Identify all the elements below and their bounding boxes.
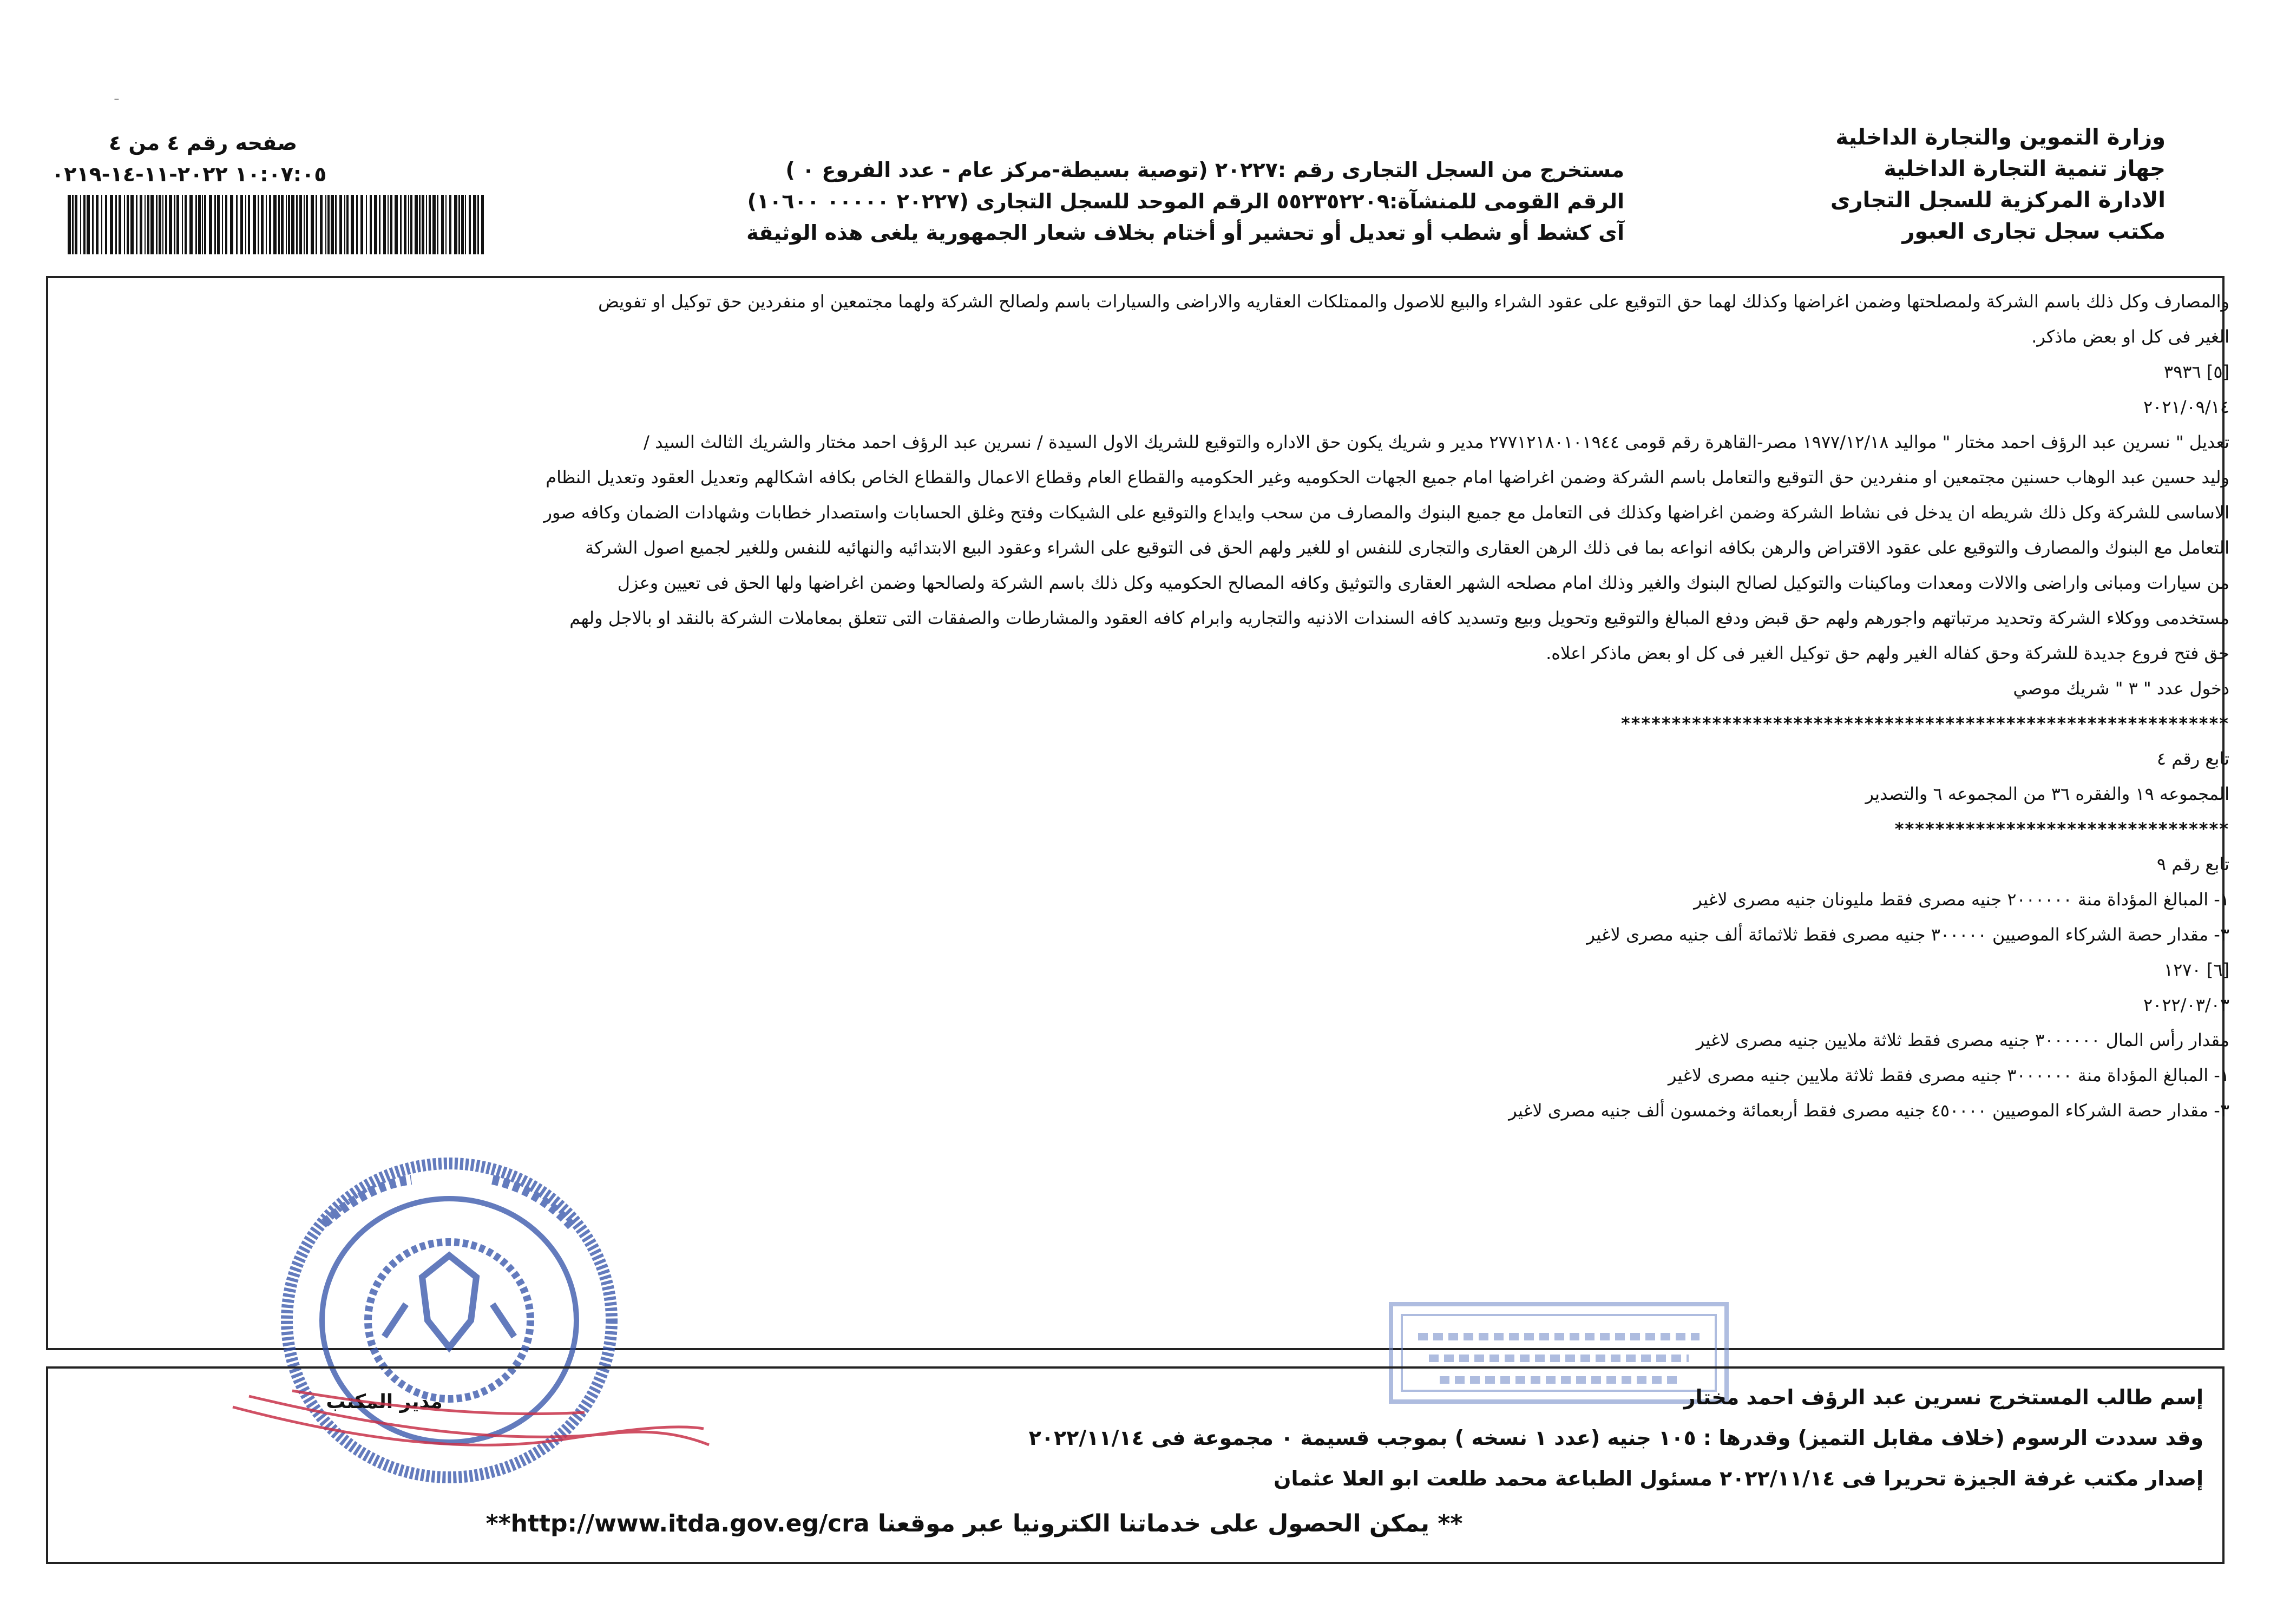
barcode-bar [159,195,161,254]
barcode-bar [351,195,354,254]
barcode-bar [477,195,479,254]
barcode-bar [72,195,74,254]
tamper-warning: آى كشط أو شطب أو تعديل أو تحشير أو أختام بخلاف شعار الجمهورية يلغى هذه الوثيقة [746,221,1624,245]
barcode-bar [360,195,363,254]
barcode-bar [410,195,412,254]
issue-line: إصدار مكتب غرفة الجيزة تحريرا فى ٢٠٢٢/١١/١٤ مسئول الطباعة محمد طلعت ابو العلا عثمان [1274,1467,2203,1490]
barcode-bar [204,195,206,254]
barcode-bar [400,195,402,254]
entry-line: [٦] ١٢٧٠ [2163,959,2229,980]
barcode-bar [288,195,290,254]
barcode-bar [291,195,294,254]
barcode-bar [105,195,107,254]
national-ids: الرقم القومى للمنشآة:٥٥٢٣٥٢٢٠٩ الرقم الموحد للسجل التجارى (٢٠٢٢٧ ٠٠٠٠٠ ١٠٦٠٠) [747,189,1624,213]
entry-line: وليد حسين عبد الوهاب حسنين مجتمعين او منفردين حق التوقيع والتعامل باسم الشركة وضمن اغراضها امام جميع الجهات الحكوميه وغير الحكوميه والقطاع العام وقطاع الاعمال والقطاع الخاص بكافه اشكالهم وتعديل العقود وتعديل النظام [546,467,2229,488]
barcode-bar [311,195,314,254]
barcode-bar [248,195,250,254]
barcode-bar [273,195,277,254]
barcode-bar [217,195,220,254]
barcode-bar [395,195,398,254]
barcode-bar [422,195,424,254]
barcode-bar [415,195,418,254]
entry-line: تابع رقم ٩ [2156,854,2229,875]
barcode-bar [165,195,167,254]
barcode-bar [419,195,421,254]
barcode-bar [325,195,326,254]
header-ministry-block [1678,122,2166,247]
barcode-bar [281,195,284,254]
fees-line: وقد سددت الرسوم (خلاف مقابل التميز) وقدرها : ١٠٥ جنيه (عدد ١ نسخه ) بموجب قسيمة ٠ مجموعة فى ٢٠٢٢/١١/١٤ [1028,1426,2203,1450]
barcode-bar [240,195,243,254]
barcode-bar [458,195,460,254]
entry-line: التعامل مع البنوك والمصارف والتوقيع على عقود الاقتراض والرهن بكافه انواعه بما فى ذلك الرهن العقارى والتجارى للنفس او للغير ولهم الحق فى التوقيع على الشراء وعقود البيع الابتدائيه والنهائيه للنفس وللغير لجميع اصول الشركة [585,537,2229,558]
barcode-bar [189,195,193,254]
entry-line: الاساسى للشركة وكل ذلك شريطه ان يدخل فى نشاط الشركة وضمن اغراضها وكذلك فى التعامل مع جميع البنوك والمصارف من سحب وايداع والتوقيع على الشيكات وفتح وغلق الحسابات واستصدار خطابات وشهادات الضمان وكافه صور [543,502,2229,523]
entry-line: والمصارف وكل ذلك باسم الشركة ولمصلحتها وضمن اغراضها وكذلك لهما حق التوقيع على عقود الشراء والبيع للاصول والممتلكات العقاريه والاراضى والسيارات باسم ولصالح الشركة ولهما مجتمعين او منفردين حق توكيل او تفويض [598,291,2229,312]
entry-line: من سيارات ومبانى واراضى والالات ومعدات وماكينات والتوكيل لصالح البنوك والغير وذلك امام مصلحه الشهر العقارى والتوثيق وكافه المصالح الحكوميه وكل ذلك باسم الشركة ولصالحها وضمن اغراضها ولها الحق فى تعيين وعزل [617,573,2229,593]
agency-name: جهاز تنمية التجارة الداخلية [1884,156,2166,181]
barcode-bar [245,195,246,254]
barcode-bar [101,195,102,254]
header-page-info [51,127,539,190]
barcode-bar [469,195,471,254]
barcode-bar [130,195,134,254]
register-entries [102,284,2229,1128]
barcode-bar [156,195,158,254]
barcode-bar [230,195,233,254]
barcode-bar [68,195,71,254]
barcode-bar [346,195,349,254]
barcode-bar [198,195,201,254]
entry-line: تعديل " نسرين عبد الرؤف احمد مختار " مواليد ١٩٧٧/١٢/١٨ مصر-القاهرة رقم قومى ٢٧٧١٢١٨٠١٠١٩٤٤ مدير و شريك يكون حق الاداره والتوقيع للشريك الاول السيدة / نسرين عبد الرؤف احمد مختار والشريك الثالث السيد / [644,432,2229,452]
barcode-bar [222,195,223,254]
barcode-bar [327,195,330,254]
scan-mark: - [114,89,120,108]
barcode-bar [110,195,113,254]
signature-icon [227,1375,714,1461]
barcode-bar [473,195,476,254]
barcode-bar [441,195,444,254]
office-name: مكتب سجل تجارى العبور [1902,219,2166,244]
barcode-bar [150,195,154,254]
barcode-bar [465,195,466,254]
ministry-name: وزارة التموين والتجارة الداخلية [1835,125,2166,150]
barcode-bar [339,195,342,254]
barcode-bar [182,195,183,254]
central-admin-name: الادارة المركزية للسجل التجارى [1830,188,2166,213]
entry-line: مستخدمى ووكلاء الشركة وتحديد مرتباتهم واجورهم ولهم حق قبض ودفع المبالغ والتوقيع وتحويل وبيع وتسديد كافه السندات الاذنيه والتجاريه وابرام كافه العقود والمشارطات والصفقات التى تتعلق بمعاملات الشركة بالنقد او بالاجل ولهم [569,608,2229,628]
barcode-bar [335,195,337,254]
barcode-bar [331,195,334,254]
barcode-bar [136,195,137,254]
entry-line: [٥] ٣٩٣٦ [2163,361,2229,382]
entry-line: تابع رقم ٤ [2156,748,2229,769]
entry-line: مقدار رأس المال ٣٠٠٠٠٠٠ جنيه مصرى فقط ثلاثة ملايين جنيه مصرى لاغير [1696,1030,2229,1050]
barcode-bar [370,195,372,254]
barcode-bar [481,195,484,254]
barcode-bar [266,195,267,254]
entry-line: حق فتح فروع جديدة للشركة وحق كفاله الغير ولهم حق توكيل الغير فى كل او بعض ماذكر اعلاه. [1546,643,2229,663]
header-title-block [542,154,1624,248]
barcode-bar [261,195,264,254]
entry-line: ٢٠٢٢/٠٣/٠٣ [2143,995,2229,1015]
barcode-bar [383,195,386,254]
separator-stars: ********************************* [1894,819,2229,839]
barcode-bar [278,195,280,254]
barcode-bar [366,195,367,254]
barcode-bar [306,195,308,254]
barcode-image [68,195,490,254]
entry-line: المجموعه ١٩ والفقره ٣٦ من المجموعه ٦ والتصدير [1865,784,2229,804]
print-timestamp: ١٠:٠٧:٠٥ ٢٠٢٢-١١-١٤-٠٢١٩ [51,162,327,186]
barcode-bar [176,195,179,254]
barcode-bar [299,195,302,254]
barcode-bar [127,195,129,254]
entry-line: ٣- مقدار حصة الشركاء الموصيين ٤٥٠٠٠٠ جنيه مصرى فقط أربعمائة وخمسون ألف جنيه مصرى لاغير [1508,1100,2229,1121]
office-manager-label: مدير المكتب [326,1391,443,1413]
barcode-bar [404,195,406,254]
separator-stars: ************************************************************ [1620,713,2229,734]
barcode-bar [214,195,216,254]
barcode-bar [169,195,172,254]
barcode-bar [96,195,99,254]
barcode-bar [429,195,431,254]
barcode-bar [145,195,146,254]
barcode-bar [454,195,457,254]
entry-line: ٢٠٢١/٠٩/١٤ [2143,397,2229,417]
barcode-bar [445,195,447,254]
barcode-bar [316,195,317,254]
applicant-line: إسم طالب المستخرج نسرين عبد الرؤف احمد مختار [1683,1385,2203,1409]
barcode-bar [258,195,259,254]
barcode-bar [320,195,323,254]
barcode-bar [390,195,392,254]
barcode-bar [92,195,94,254]
barcode-bar [147,195,149,254]
barcode-bar [374,195,377,254]
barcode-bar [75,195,77,254]
entry-line: دخول عدد " ٣ " شريك موصي [2013,678,2229,699]
barcode-bar [225,195,227,254]
barcode-bar [80,195,81,254]
barcode-bar [174,195,175,254]
barcode-bar [388,195,389,254]
barcode-bar [253,195,256,254]
barcode-bar [119,195,121,254]
barcode-bar [202,195,203,254]
entry-line: ١- المبالغ المؤداة منة ٢٠٠٠٠٠٠ جنيه مصرى فقط مليونان جنيه مصرى لاغير [1694,889,2229,910]
barcode-bar [185,195,187,254]
barcode-bar [209,195,212,254]
barcode-bar [286,195,287,254]
page-number: صفحه رقم ٤ من ٤ [108,131,298,155]
website-text: ** يمكن الحصول على خدماتنا الكترونيا عبر موقعنا http://www.itda.gov.eg/cra** [485,1510,1463,1537]
barcode-bar [140,195,142,254]
barcode-bar [162,195,163,254]
barcode-bar [124,195,125,254]
entry-line: الغير فى كل او بعض ماذكر. [2031,326,2229,347]
barcode-bar [379,195,380,254]
barcode-bar [87,195,90,254]
barcode-bar [426,195,427,254]
barcode-bar [344,195,345,254]
barcode-bar [461,195,464,254]
document-title: مستخرج من السجل التجارى رقم :٢٠٢٢٧ (توصية بسيطة-مركز عام - عدد الفروع ٠ ) [785,158,1624,182]
barcode-bar [115,195,117,254]
barcode-bar [408,195,409,254]
entry-line: ١- المبالغ المؤداة منة ٣٠٠٠٠٠٠ جنيه مصرى فقط ثلاثة ملايين جنيه مصرى لاغير [1668,1065,2229,1086]
barcode-bar [356,195,358,254]
barcode-bar [236,195,238,254]
website-note [379,1510,1570,1537]
barcode-bar [437,195,438,254]
barcode-bar [296,195,298,254]
barcode-bar [449,195,451,254]
entry-line: ٣- مقدار حصة الشركاء الموصيين ٣٠٠٠٠٠ جنيه مصرى فقط ثلاثمائة ألف جنيه مصرى لاغير [1586,924,2229,945]
barcode-bar [269,195,271,254]
barcode-bar [195,195,197,254]
barcode-bar [304,195,305,254]
barcode-bar [83,195,86,254]
barcode-bar [432,195,436,254]
